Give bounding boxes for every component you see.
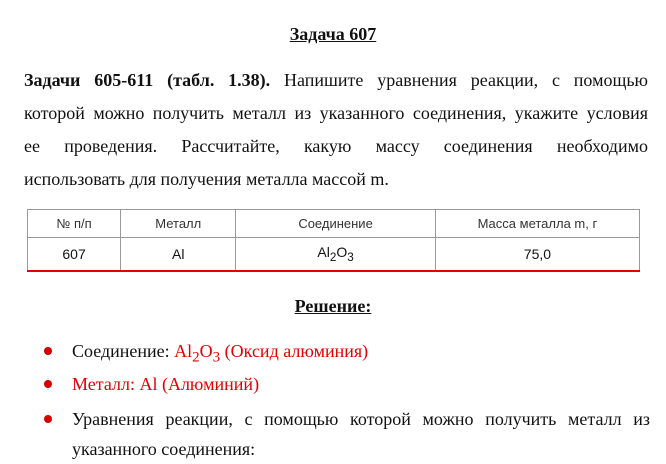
task-title: Задача 607	[289, 24, 377, 44]
bullet-dot-icon	[44, 380, 52, 388]
task-bold-label: Задачи 605-611 (табл. 1.38).	[24, 70, 271, 90]
task-line-2: которой можно получить металл из указанного соединения, укажите условия	[24, 103, 648, 123]
task-line-3: ее проведения. Рассчитайте, какую массу соединения необходимо	[24, 136, 648, 156]
equation-line-2: указанного соединения:	[72, 439, 256, 459]
equation-line-1: Уравнения реакции, с помощью которой можно получить металл из	[72, 409, 650, 429]
cell-compound-o: O	[336, 244, 348, 261]
data-table	[27, 209, 640, 272]
solution-list	[44, 336, 650, 464]
compound-sub2: 3	[212, 349, 221, 366]
compound-o: O	[199, 341, 213, 361]
metal-text: Металл: Al (Алюминий)	[72, 374, 260, 394]
task-statement	[24, 64, 648, 196]
header-compound: Соединение	[236, 210, 435, 238]
compound-name: (Оксид алюминия)	[220, 341, 369, 361]
compound-formula	[174, 341, 369, 366]
header-metal: Металл	[121, 210, 236, 238]
header-mass: Масса металла m, г	[435, 210, 639, 238]
compound-sub1: 2	[192, 349, 200, 366]
cell-mass: 75,0	[435, 238, 639, 272]
cell-compound	[236, 238, 435, 272]
cell-compound-sub2: 3	[347, 250, 354, 264]
task-line-4: использовать для получения металла массой m.	[24, 169, 389, 189]
cell-metal: Al	[121, 238, 236, 272]
list-item	[44, 369, 650, 401]
compound-label: Соединение:	[72, 341, 175, 361]
task-line-1	[24, 64, 648, 97]
table-header-row	[28, 210, 640, 238]
compound-al: Al	[174, 341, 193, 361]
cell-number: 607	[28, 238, 121, 272]
table-row	[28, 238, 640, 272]
header-number: № п/п	[28, 210, 121, 238]
list-item	[44, 404, 650, 464]
bullet-dot-icon	[44, 347, 52, 355]
cell-compound-sub1: 2	[329, 250, 337, 264]
list-item	[44, 336, 650, 366]
task-line-1-text: Напишите уравнения реакции, с помощью	[284, 70, 648, 90]
solution-title: Решение:	[294, 296, 372, 316]
bullet-dot-icon	[44, 415, 52, 423]
cell-compound-al: Al	[317, 244, 330, 261]
